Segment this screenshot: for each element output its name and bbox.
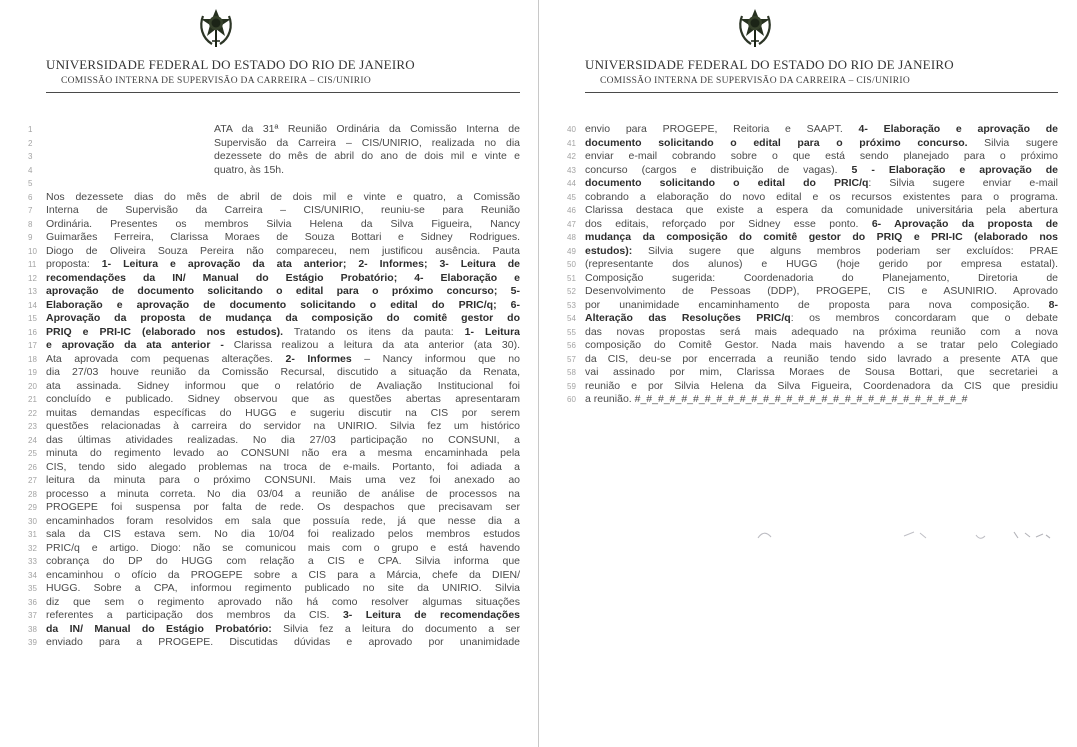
line-text: concurso (cargos e distribuição de vagas). 5 - Elaboração e aprovação de bbox=[585, 163, 1058, 176]
document-line bbox=[28, 380, 520, 394]
line-number: 12 bbox=[28, 273, 37, 283]
line-text: sala da CIS estava sem. No dia 10/04 foi realizado pelos membros estudos bbox=[46, 528, 520, 540]
line-number: 57 bbox=[567, 354, 576, 364]
line-number: 36 bbox=[28, 597, 37, 607]
document-line bbox=[28, 636, 520, 650]
line-text: ata assinada. Sidney informou que o relatório de Avaliação Institucional foi bbox=[46, 379, 520, 392]
document-line bbox=[567, 231, 1058, 245]
document-line bbox=[567, 393, 1058, 407]
line-number: 46 bbox=[567, 206, 576, 215]
line-number: 1 bbox=[28, 125, 33, 134]
document-line bbox=[28, 434, 520, 448]
document-line bbox=[28, 218, 520, 232]
line-number: 19 bbox=[28, 368, 37, 377]
line-text: Diogo de Oliveira Souza Pereira não compareceu, nem justificou ausência. Pauta bbox=[46, 244, 520, 257]
document-line bbox=[28, 312, 520, 326]
brazil-coat-of-arms-logo bbox=[198, 8, 234, 48]
faint-signature-marks bbox=[754, 520, 1054, 550]
document-line bbox=[28, 528, 520, 542]
line-number: 31 bbox=[28, 530, 37, 539]
line-number: 55 bbox=[567, 327, 576, 337]
line-text: composição do Comitê Gestor. Nada mais havendo a se tratar pelo Colegiado bbox=[585, 339, 1058, 351]
line-number: 13 bbox=[28, 287, 37, 296]
line-number: 5 bbox=[28, 179, 33, 188]
line-number: 42 bbox=[567, 152, 576, 161]
line-text: Aprovação da proposta de mudança da composição do comitê gestor do bbox=[46, 312, 520, 324]
line-text: recomendações da IN/ Manual do Estágio Probatório; 4- Elaboração e bbox=[46, 271, 520, 284]
line-text: enviado para a PROGEPE. Discutidas dúvidas e aprovado por unanimidade bbox=[46, 636, 520, 648]
line-text: da CIS, deu-se por encerrada a reunião tendo sido lavrado a presente ATA que bbox=[585, 352, 1058, 365]
page-2 bbox=[538, 0, 1076, 747]
document-line bbox=[567, 326, 1058, 340]
document-line bbox=[28, 488, 520, 502]
document-line bbox=[567, 285, 1058, 299]
line-text: Desenvolvimento de Pessoas (DDP), PROGEPE, CIS e ASUNIRIO. Aprovado bbox=[585, 285, 1058, 297]
line-number: 32 bbox=[28, 543, 37, 553]
document-line bbox=[567, 137, 1058, 151]
line-number: 39 bbox=[28, 638, 37, 647]
line-text: Clarissa destaca que existe a espera da comunidade universitária pela abertura bbox=[585, 204, 1058, 216]
line-number: 41 bbox=[567, 138, 576, 148]
line-number: 22 bbox=[28, 408, 37, 418]
line-text: muitas demandas específicas do HUGG e sugeriu discutir na CIS por serem bbox=[46, 406, 520, 419]
document-line bbox=[567, 191, 1058, 205]
document-line bbox=[28, 596, 520, 610]
line-text: Ata aprovada com pequenas alterações. 2- Informes – Nancy informou que no bbox=[46, 352, 520, 365]
line-text: processo a minuta correta. No dia 03/04 a reunião de análise de processos na bbox=[46, 487, 520, 500]
line-text: mudança da composição do comitê gestor do PRIQ e PRI-IC (elaborado nos bbox=[585, 231, 1058, 243]
page-1 bbox=[0, 0, 538, 747]
line-number: 26 bbox=[28, 462, 37, 472]
line-text: encaminhou o ofício da PROGEPE sobre a CIS para a Márcia, chefe da DIEN/ bbox=[46, 568, 520, 581]
line-number: 15 bbox=[28, 314, 37, 323]
page-header bbox=[46, 8, 520, 93]
line-number: 40 bbox=[567, 125, 576, 134]
line-text: aprovação de documento solicitando o edital para o próximo concurso; 5- bbox=[46, 285, 520, 297]
line-text: Elaboração e aprovação de documento solicitando o edital do PRIC/q; 6- bbox=[46, 298, 520, 311]
document-line bbox=[567, 299, 1058, 313]
line-text bbox=[46, 177, 520, 191]
document-line bbox=[567, 177, 1058, 191]
commission-name: COMISSÃO INTERNA DE SUPERVISÃO DA CARREIRA – CIS/UNIRIO bbox=[60, 76, 371, 86]
line-number: 24 bbox=[28, 435, 37, 445]
line-text: encaminhados foram resolvidos em sala que possuía rede, já que nesse dia a bbox=[46, 514, 520, 527]
line-number: 9 bbox=[28, 233, 33, 242]
line-text: enviar e-mail cobrando sobre o que está sendo planejado para o próximo bbox=[585, 150, 1058, 162]
line-text: dia 27/03 houve reunião da Comissão Recursal, discutido a situação da Renata, bbox=[46, 366, 520, 378]
line-number: 44 bbox=[567, 179, 576, 188]
document-line bbox=[28, 326, 520, 340]
document-line bbox=[28, 164, 520, 178]
document-line bbox=[28, 353, 520, 367]
university-name: UNIVERSIDADE FEDERAL DO ESTADO DO RIO DE JANEIRO bbox=[46, 57, 415, 72]
line-text: referentes a participação dos membros da CIS. 3- Leitura de recomendações bbox=[46, 609, 520, 621]
line-number: 28 bbox=[28, 489, 37, 499]
line-number: 30 bbox=[28, 516, 37, 526]
line-number: 54 bbox=[567, 314, 576, 323]
document-line bbox=[28, 582, 520, 596]
document-line bbox=[567, 150, 1058, 164]
line-text: ATA da 31ª Reunião Ordinária da Comissão Interna de bbox=[214, 123, 520, 135]
document-line bbox=[28, 258, 520, 272]
line-text: das últimas atividades realizadas. No dia 27/03 participação no CONSUNI, a bbox=[46, 433, 520, 446]
line-number: 59 bbox=[567, 381, 576, 391]
document-line bbox=[28, 542, 520, 556]
document-line bbox=[28, 137, 520, 151]
line-number: 3 bbox=[28, 152, 33, 161]
line-text: cobrando a elaboração do novo edital e os recursos existentes para o programa. bbox=[585, 190, 1058, 203]
page-2-lines bbox=[567, 123, 1058, 407]
line-text: Guimarães Ferreira, Clarissa Moraes de Souza Bottari e Sidney Rodrigues. bbox=[46, 231, 520, 243]
line-number: 21 bbox=[28, 395, 37, 404]
page-header bbox=[585, 8, 1058, 93]
university-name: UNIVERSIDADE FEDERAL DO ESTADO DO RIO DE JANEIRO bbox=[585, 57, 954, 72]
line-number: 48 bbox=[567, 233, 576, 242]
line-number: 60 bbox=[567, 395, 576, 404]
line-text: Composição sugerida: Coordenadoria do Planejamento, Diretoria de bbox=[585, 271, 1058, 284]
line-text: dos editais, reforçado por Sidney esse ponto. 6- Aprovação da proposta de bbox=[585, 217, 1058, 230]
line-number: 14 bbox=[28, 300, 37, 310]
line-number: 34 bbox=[28, 570, 37, 580]
document-line bbox=[567, 353, 1058, 367]
document-line bbox=[28, 150, 520, 164]
line-number: 58 bbox=[567, 368, 576, 377]
brazil-coat-of-arms-logo bbox=[737, 8, 773, 48]
line-text: minuta do regimento levado ao CONSUNI não era a mesma encaminhada pela bbox=[46, 447, 520, 459]
header-text bbox=[585, 57, 954, 86]
logo-wrap bbox=[585, 8, 925, 53]
line-number: 37 bbox=[28, 611, 37, 620]
line-text: PRIC/q e artigo. Diogo: não se comunicou mais com o grupo e está havendo bbox=[46, 541, 520, 554]
line-number: 6 bbox=[28, 192, 33, 202]
line-text: (representante dos alunos) e HUGG (hoje gerido por empresa estatal). bbox=[585, 258, 1058, 270]
line-text: vai assinado por mim, Clarissa Moraes de Sousa Bottari, que secretariei a bbox=[585, 366, 1058, 378]
line-number: 10 bbox=[28, 246, 37, 256]
document-line bbox=[28, 501, 520, 515]
line-number: 56 bbox=[567, 341, 576, 350]
document-line bbox=[567, 366, 1058, 380]
document-line bbox=[28, 407, 520, 421]
line-number: 23 bbox=[28, 422, 37, 431]
line-text: CIS, tendo sido alegado problemas na troca de e-mails. Portanto, foi adiada a bbox=[46, 460, 520, 473]
document-line bbox=[28, 123, 520, 137]
line-number: 49 bbox=[567, 246, 576, 256]
document-line bbox=[28, 623, 520, 637]
document-line bbox=[567, 218, 1058, 232]
document-line bbox=[28, 420, 520, 434]
line-number: 52 bbox=[567, 287, 576, 296]
line-text: a reunião. #_#_#_#_#_#_#_#_#_#_#_#_#_#_#_#_#_#_#_#_#_#_#_#_#_#_#_#_# bbox=[585, 393, 968, 405]
line-number: 2 bbox=[28, 138, 33, 148]
line-number: 38 bbox=[28, 624, 37, 634]
line-text: cobrança do DP do HUGG com relação a CIS e CPA. Silvia informa que bbox=[46, 555, 520, 567]
line-number: 43 bbox=[567, 165, 576, 175]
document-line bbox=[28, 191, 520, 205]
header-rule bbox=[585, 92, 1058, 93]
line-text: concluído e publicado. Sidney observou que as questões abertas apresentaram bbox=[46, 393, 520, 405]
document-line bbox=[567, 258, 1058, 272]
document-line bbox=[28, 609, 520, 623]
line-text: da IN/ Manual do Estágio Probatório: Silvia fez a leitura do documento a ser bbox=[46, 622, 520, 635]
line-text: PROGEPE foi suspensa por falta de rede. Os despachos que precisavam ser bbox=[46, 501, 520, 513]
line-text: HUGG. Sobre a CPA, informou regimento publicado no site da UNIRIO. Silvia bbox=[46, 582, 520, 594]
line-number: 35 bbox=[28, 584, 37, 593]
document-line bbox=[567, 380, 1058, 394]
line-text: questões relacionadas à carreira do servidor na UNIRIO. Silvia fez um histórico bbox=[46, 420, 520, 432]
document-line bbox=[28, 366, 520, 380]
document-line bbox=[28, 461, 520, 475]
line-text: PRIQ e PRI-IC (elaborado nos estudos). Tratando os itens da pauta: 1- Leitura bbox=[46, 325, 520, 338]
document-line bbox=[28, 339, 520, 353]
document-line bbox=[28, 299, 520, 313]
line-text: estudos): Silvia sugere que alguns membros poderiam ser excluídos: PRAE bbox=[585, 244, 1058, 257]
document-line bbox=[28, 285, 520, 299]
line-number: 25 bbox=[28, 449, 37, 458]
line-number: 11 bbox=[28, 260, 37, 269]
line-number: 47 bbox=[567, 219, 576, 229]
document-line bbox=[567, 245, 1058, 259]
line-number: 4 bbox=[28, 165, 33, 175]
line-text: Interna de Supervisão da Carreira – CIS/UNIRIO, reuniu-se para Reunião bbox=[46, 204, 520, 216]
document-line bbox=[567, 312, 1058, 326]
document-line bbox=[28, 393, 520, 407]
document-line bbox=[28, 474, 520, 488]
line-number: 51 bbox=[567, 273, 576, 283]
line-text: Supervisão da Carreira – CIS/UNIRIO, realizada no dia bbox=[214, 136, 520, 149]
line-number: 16 bbox=[28, 327, 37, 337]
document-line bbox=[28, 245, 520, 259]
line-number: 8 bbox=[28, 219, 33, 229]
line-number: 17 bbox=[28, 341, 37, 350]
line-text: das novas propostas será mais adequado na próxima reunião com a nova bbox=[585, 325, 1058, 338]
line-number: 53 bbox=[567, 300, 576, 310]
line-text: Alteração das Resoluções PRIC/q: os membros concordaram que o debate bbox=[585, 312, 1058, 324]
logo-wrap bbox=[46, 8, 386, 53]
line-text: quatro, às 15h. bbox=[214, 163, 285, 176]
line-number: 27 bbox=[28, 476, 37, 485]
document-line bbox=[567, 123, 1058, 137]
line-number: 45 bbox=[567, 192, 576, 202]
header-rule bbox=[46, 92, 520, 93]
document-line bbox=[567, 272, 1058, 286]
document-line bbox=[28, 569, 520, 583]
document-line bbox=[28, 231, 520, 245]
line-text: Ordinária. Presentes os membros Silvia Helena da Silva Figueira, Nancy bbox=[46, 217, 520, 230]
document-line bbox=[567, 204, 1058, 218]
commission-name: COMISSÃO INTERNA DE SUPERVISÃO DA CARREIRA – CIS/UNIRIO bbox=[599, 76, 910, 86]
line-number: 7 bbox=[28, 206, 33, 215]
line-text: proposta: 1- Leitura e aprovação da ata anterior; 2- Informes; 3- Leitura de bbox=[46, 258, 520, 270]
line-text: reunião e por Silvia Helena da Silva Figueira, Coordenadora da CIS que presidiu bbox=[585, 379, 1058, 392]
line-text: documento solicitando o edital do PRIC/q: Silvia sugere enviar e-mail bbox=[585, 177, 1058, 189]
line-number: 29 bbox=[28, 503, 37, 512]
line-text: Nos dezessete dias do mês de abril de dois mil e vinte e quatro, a Comissão bbox=[46, 190, 520, 203]
line-text: e aprovação da ata anterior - Clarissa realizou a leitura da ata anterior (ata 30). bbox=[46, 339, 520, 351]
line-text: diz que sem o regimento aprovado não há como resolver algumas situações bbox=[46, 595, 520, 608]
line-text: envio para PROGEPE, Reitoria e SAAPT. 4- Elaboração e aprovação de bbox=[585, 123, 1058, 135]
line-number: 50 bbox=[567, 260, 576, 269]
document-line bbox=[28, 555, 520, 569]
document-line bbox=[567, 164, 1058, 178]
document-line bbox=[28, 204, 520, 218]
document-line bbox=[28, 447, 520, 461]
line-text: documento solicitando o edital para o próximo concurso. Silvia sugere bbox=[585, 136, 1058, 149]
document-line bbox=[28, 272, 520, 286]
document-line bbox=[567, 339, 1058, 353]
line-number: 33 bbox=[28, 557, 37, 566]
line-number: 18 bbox=[28, 354, 37, 364]
line-text: dezessete do mês de abril do ano de dois mil e vinte e bbox=[214, 150, 520, 162]
document-line bbox=[28, 177, 520, 191]
page-1-lines bbox=[28, 123, 520, 650]
line-text: por unanimidade encaminhamento de proposta para nova composição. 8- bbox=[585, 298, 1058, 311]
header-text bbox=[46, 57, 415, 86]
line-number: 20 bbox=[28, 381, 37, 391]
document-line bbox=[28, 515, 520, 529]
line-text: leitura da minuta para o próximo CONSUNI. Mais uma vez foi anexado ao bbox=[46, 474, 520, 486]
